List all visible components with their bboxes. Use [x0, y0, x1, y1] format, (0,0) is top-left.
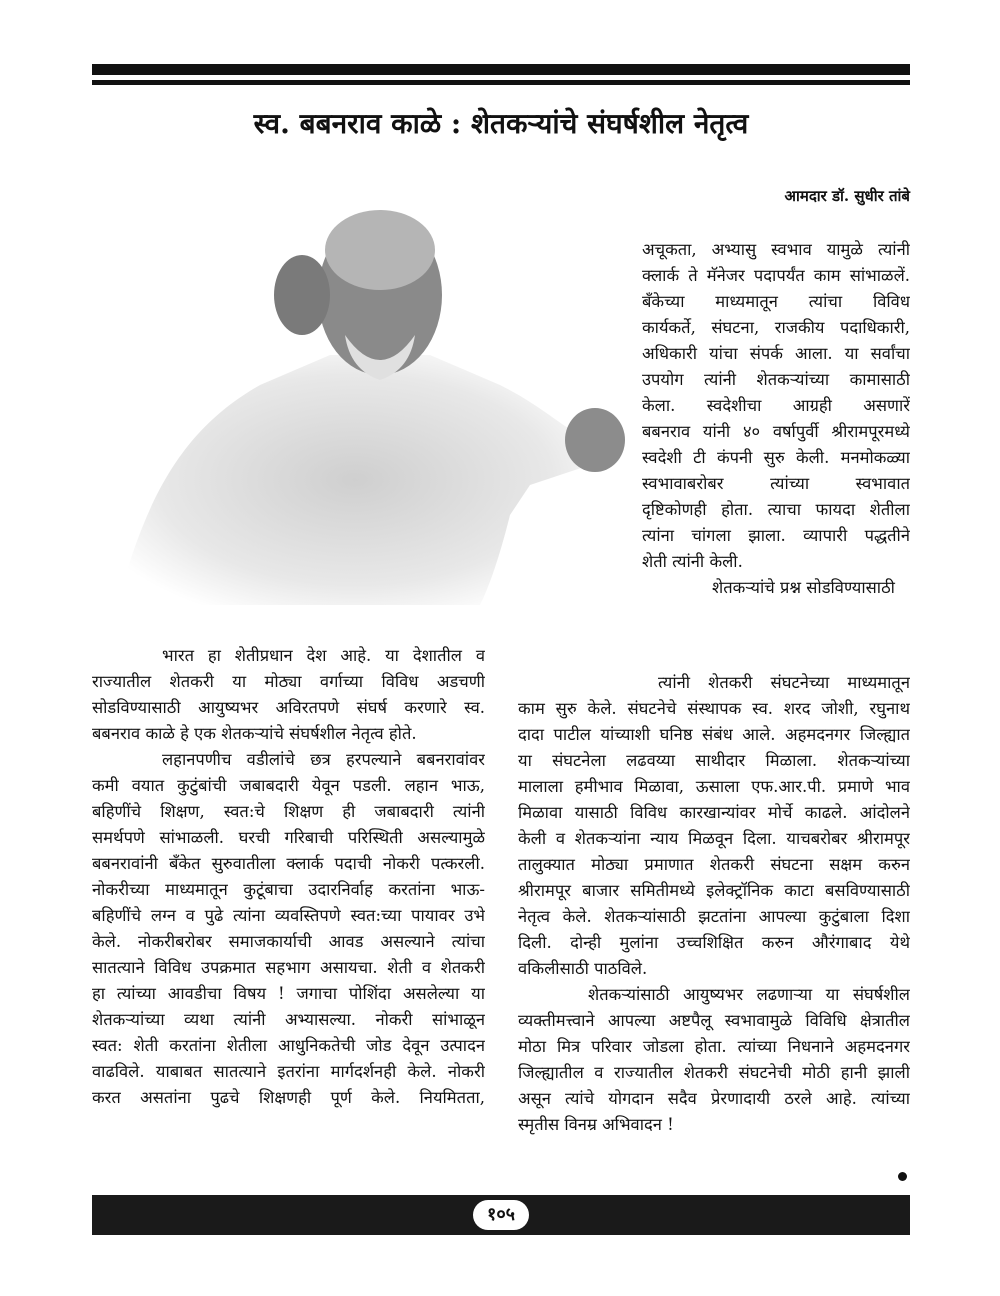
text-line: त्यांना चांगला झाला. व्यापारी पद्धतीने: [642, 526, 910, 545]
text-line: राज्यातील शेतकरी या मोठ्या वर्गाच्या विविध अडचणी: [92, 672, 485, 691]
text-line: सोडविण्यासाठी आयुष्यभर अविरतपणे संघर्ष करणारे स्व.: [92, 698, 485, 717]
text-line: क्लार्क ते मॅनेजर पदापर्यंत काम सांभाळलें.: [642, 266, 910, 285]
text-line: लहानपणीच वडीलांचे छत्र हरपल्याने बबनरावांवर: [162, 750, 485, 769]
text-line: त्यांनी शेतकरी संघटनेच्या माध्यमातून: [658, 673, 910, 692]
text-line: दिली. दोन्ही मुलांना उच्चशिक्षित करुन औरंगाबाद येथे: [518, 933, 910, 952]
text-line: अधिकारी यांचा संपर्क आला. या सर्वांचा: [642, 344, 910, 363]
text-line: शेतकऱ्यांच्या व्यथा त्यांनी अभ्यासल्या. नोकरी सांभाळून: [92, 1010, 485, 1029]
text-line: व्यक्तीमत्त्वाने आपल्या अष्टपैलू स्वभावामुळे विविधि क्षेत्रातील: [518, 1011, 910, 1030]
text-line: कार्यकर्ते, संघटना, राजकीय पदाधिकारी,: [642, 318, 910, 337]
text-line: वकिलीसाठी पाठविले.: [518, 959, 648, 978]
text-line: स्वत: शेती करतांना शेतीला आधुनिकतेची जोड देवून उत्पादन: [92, 1036, 485, 1055]
text-line: स्वदेशी टी कंपनी सुरु केली. मनमोकळ्या: [642, 448, 910, 467]
text-line: स्वभावाबरोबर त्यांच्या स्वभावात: [642, 474, 910, 493]
header-rule-thin: [92, 80, 910, 85]
text-line: मोठा मित्र परिवार जोडला होता. त्यांच्या निधनाने अहमदनगर: [518, 1037, 910, 1056]
text-line: नोकरीच्या माध्यमातून कुटूंबाचा उदारनिर्वाह करतांना भाऊ-: [92, 880, 485, 899]
header-rule-thick: [92, 64, 910, 75]
text-line: समर्थपणे सांभाळली. घरची गरिबाची परिस्थिती असल्यामुळे: [92, 828, 485, 847]
page-number: १०५: [473, 1200, 529, 1230]
text-line: बबनराव काळे हे एक शेतकऱ्यांचे संघर्षशील नेतृत्व होते.: [92, 724, 417, 743]
text-line: तालुक्यात मोठ्या प्रमाणात शेतकरी संघटना सक्षम करुन: [518, 855, 910, 874]
text-line: बबनरावांनी बँकेत सुरुवातीला क्लार्क पदाची नोकरी पत्करली.: [92, 854, 485, 873]
text-line: वाढविले. याबाबत सातत्याने इतरांना मार्गदर्शनही केले. नोकरी: [92, 1062, 485, 1081]
text-line: कमी वयात कुटुंबांची जबाबदारी येवून पडली. लहान भाऊ,: [92, 776, 485, 795]
text-line: हा त्यांच्या आवडीचा विषय ! जगाचा पोशिंदा असलेल्या या: [92, 984, 485, 1003]
end-mark-bullet: [898, 1172, 907, 1181]
text-line: केले. नोकरीबरोबर समाजकार्याची आवड असल्याने त्यांचा: [92, 932, 485, 951]
text-line: केली व शेतकऱ्यांना न्याय मिळवून दिला. याचबरोबर श्रीरामपूर: [518, 829, 910, 848]
right-column-bottom: [518, 670, 910, 1138]
text-line: बहिणींचे लग्न व पुढे त्यांना व्यवस्तिपणे स्वत:च्या पायावर उभे: [92, 906, 485, 925]
text-line: शेतकऱ्यांचे प्रश्न सोडविण्यासाठी: [712, 578, 895, 597]
right-column-top: [642, 237, 910, 601]
article-title: स्व. बबनराव काळे : शेतकऱ्यांचे संघर्षशील नेतृत्व: [253, 107, 749, 140]
text-line: करत असतांना पुढचे शिक्षणही पूर्ण केले. नियमितता,: [92, 1088, 485, 1107]
text-line: सातत्याने विविध उपक्रमात सहभाग असायचा. शेती व शेतकरी: [92, 958, 485, 977]
text-line: बहिणींचे शिक्षण, स्वत:चे शिक्षण ही जबाबदारी त्यांनी: [92, 802, 485, 821]
text-line: या संघटनेला लढवय्या साथीदार मिळाला. शेतकऱ्यांच्या: [518, 751, 910, 770]
text-line: श्रीरामपूर बाजार समितीमध्ये इलेक्ट्रॉनिक काटा बसविण्यासाठी: [518, 881, 910, 900]
text-line: असून त्यांचे योगदान सदैव प्रेरणादायी ठरले आहे. त्यांच्या: [518, 1089, 910, 1108]
text-line: भारत हा शेतीप्रधान देश आहे. या देशातील व: [162, 646, 485, 665]
text-line: नेतृत्व केले. शेतकऱ्यांसाठी झटतांना आपल्या कुटुंबाला दिशा: [518, 907, 910, 926]
text-line: उपयोग त्यांनी शेतकऱ्यांच्या कामासाठी: [642, 370, 910, 389]
text-line: दादा पाटील यांच्याशी घनिष्ठ संबंध आले. अहमदनगर जिल्ह्यात: [518, 725, 910, 744]
text-line: जिल्ह्यातील व राज्यातील शेतकरी संघटनेची मोठी हानी झाली: [518, 1063, 910, 1082]
text-line: बबनराव यांनी ४० वर्षापुर्वी श्रीरामपूरमध्ये: [642, 422, 910, 441]
text-line: केला. स्वदेशीचा आग्रही असणारें: [642, 396, 910, 415]
text-line: स्मृतीस विनम्र अभिवादन !: [518, 1115, 674, 1134]
author-byline: आमदार डॉ. सुधीर तांबे: [784, 187, 910, 205]
text-line: दृष्टिकोणही होता. त्याचा फायदा शेतीला: [642, 500, 910, 519]
text-line: काम सुरु केले. संघटनेचे संस्थापक स्व. शरद जोशी, रघुनाथ: [518, 699, 910, 718]
left-column: [92, 643, 485, 1111]
text-line: अचूकता, अभ्यासु स्वभाव यामुळे त्यांनी: [642, 240, 910, 259]
text-line: मिळावा यासाठी विविध कारखान्यांवर मोर्चे काढले. आंदोलने: [518, 803, 910, 822]
text-line: शेती त्यांनी केली.: [642, 552, 743, 571]
text-line: शेतकऱ्यांसाठी आयुष्यभर लढणाऱ्या या संघर्षशील: [588, 985, 910, 1004]
portrait-photo: [110, 185, 640, 605]
text-line: बँकेच्या माध्यमातून त्यांचा विविध: [642, 292, 910, 311]
text-line: मालाला हमीभाव मिळावा, ऊसाला एफ.आर.पी. प्रमाणे भाव: [518, 777, 910, 796]
